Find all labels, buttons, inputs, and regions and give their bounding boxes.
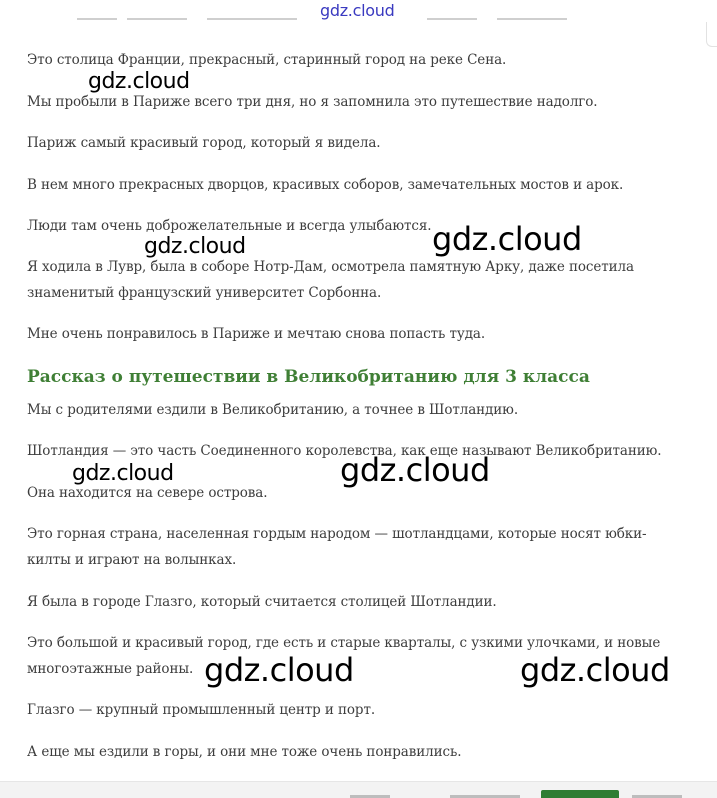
paragraph: В нем много прекрасных дворцов, красивых соборов, замечательных мостов и арок. (27, 177, 624, 193)
paragraph: Это горная страна, населенная гордым народом — шотландцами, которые носят юбки- (27, 526, 647, 542)
watermark: gdz.cloud (340, 451, 490, 489)
watermark: gdz.cloud (204, 651, 354, 689)
paragraph: Мне очень понравилось в Париже и мечтаю снова попасть туда. (27, 326, 486, 342)
paragraph-continuation: килты и играют на волынках. (27, 552, 237, 568)
paragraph: Париж самый красивый город, который я видела. (27, 135, 381, 151)
watermark: gdz.cloud (520, 651, 670, 689)
paragraph: Люди там очень доброжелательные и всегда улыбаются. (27, 218, 432, 234)
watermark: gdz.cloud (432, 220, 582, 258)
watermark-top: gdz.cloud (320, 1, 395, 20)
paragraph: Я ходила в Лувр, была в соборе Нотр-Дам, осмотрела памятную Арку, даже посетила (27, 259, 634, 275)
page-edge-decoration (706, 22, 717, 47)
paragraph-continuation: знаменитый французский университет Сорбонна. (27, 285, 382, 301)
paragraph: Это большой и красивый город, где есть и старые кварталы, с узкими улочками, и новые (27, 635, 661, 651)
paragraph: Я была в городе Глазго, который считается столицей Шотландии. (27, 594, 497, 610)
section-heading: Рассказ о путешествии в Великобританию для 3 класса (27, 367, 590, 387)
paragraph: Мы пробыли в Париже всего три дня, но я запомнила это путешествие надолго. (27, 94, 598, 110)
bottom-toolbar (0, 781, 717, 798)
paragraph: Глазго — крупный промышленный центр и порт. (27, 702, 376, 718)
paragraph: Это столица Франции, прекрасный, старинный город на реке Сена. (27, 52, 507, 68)
paragraph-continuation: многоэтажные районы. (27, 661, 194, 677)
paragraph: Мы с родителями ездили в Великобританию, а точнее в Шотландию. (27, 402, 519, 418)
bottom-action-button[interactable] (541, 790, 619, 798)
paragraph: Она находится на севере острова. (27, 485, 268, 501)
watermark: gdz.cloud (144, 234, 246, 259)
paragraph: А еще мы ездили в горы, и они мне тоже очень понравились. (27, 744, 462, 760)
watermark: gdz.cloud (72, 461, 174, 486)
paragraph: Шотландия — это часть Соединенного королевства, как еще называют Великобританию. (27, 443, 662, 459)
watermark: gdz.cloud (88, 69, 190, 94)
